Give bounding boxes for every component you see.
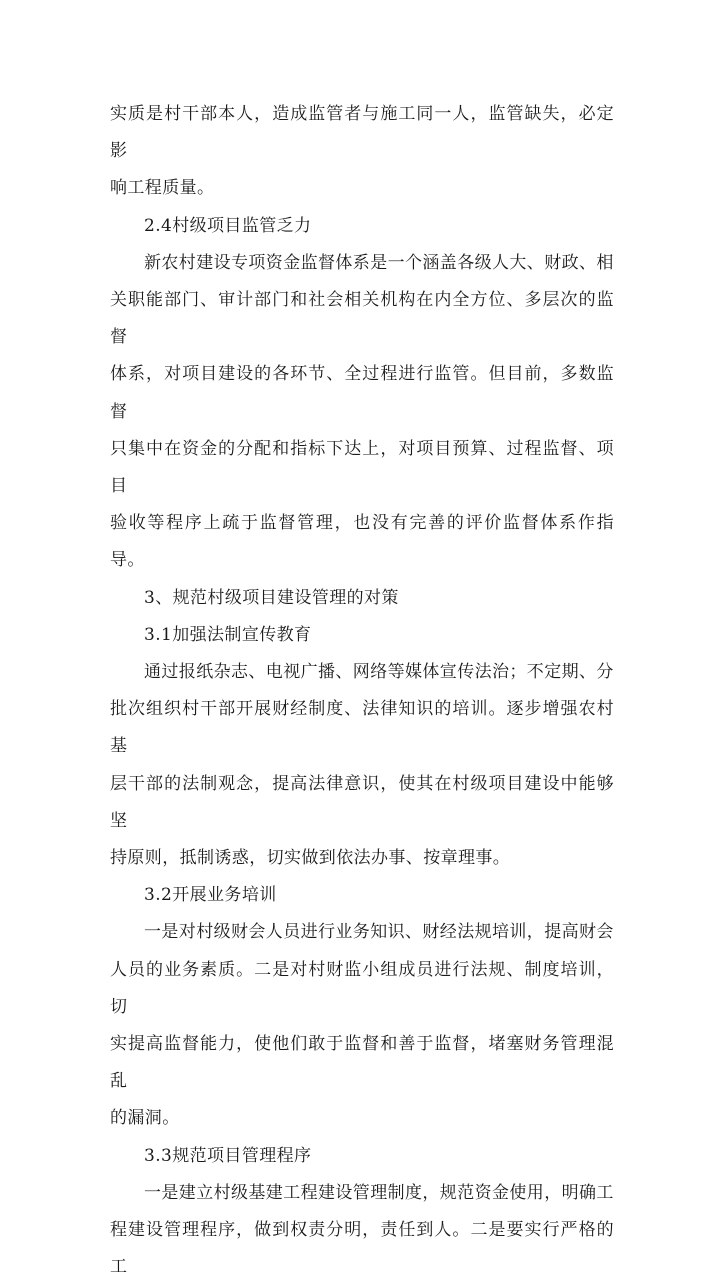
text-line: 新农村建设专项资金监督体系是一个涵盖各级人大、财政、相 bbox=[144, 252, 614, 273]
text-line: 通过报纸杂志、电视广播、网络等媒体宣传法治；不定期、分 bbox=[144, 662, 614, 683]
section-2-4-paragraph bbox=[110, 245, 614, 580]
text-line: 响工程质量。 bbox=[110, 178, 215, 199]
section-heading-3-3: 3.3规范项目管理程序 bbox=[144, 1145, 312, 1166]
document-body bbox=[110, 96, 614, 1287]
text-line: 的漏洞。 bbox=[110, 1108, 180, 1129]
text-line: 关职能部门、审计部门和社会相关机构在内全方位、多层次的监督 bbox=[110, 290, 614, 348]
text-line: 人员的业务素质。二是对村财监小组成员进行法规、制度培训，切 bbox=[110, 959, 614, 1017]
section-3-3-paragraph bbox=[110, 1175, 614, 1287]
section-heading-3-2: 3.2开展业务培训 bbox=[144, 885, 277, 906]
text-line: 只集中在资金的分配和指标下达上，对项目预算、过程监督、项目 bbox=[110, 438, 614, 497]
section-heading-2-4: 2.4村级项目监管乏力 bbox=[144, 215, 312, 236]
text-line: 批次组织村干部开展财经制度、法律知识的培训。逐步增强农村基 bbox=[110, 699, 614, 757]
text-line: 一是对村级财会人员进行业务知识、财经法规培训，提高财会 bbox=[144, 922, 614, 943]
text-line: 持原则，抵制诱惑，切实做到依法办事、按章理事。 bbox=[110, 848, 511, 869]
text-line: 程建设管理程序，做到权责分明，责任到人。二是要实行严格的工 bbox=[110, 1220, 614, 1278]
continuation-paragraph bbox=[110, 96, 614, 208]
text-line: 实提高监督能力，使他们敢于监督和善于监督，堵塞财务管理混乱 bbox=[110, 1034, 614, 1092]
section-heading-3-1: 3.1加强法制宣传教育 bbox=[144, 624, 312, 645]
text-line: 一是建立村级基建工程建设管理制度，规范资金使用，明确工 bbox=[144, 1182, 614, 1203]
text-line: 验收等程序上疏于监督管理，也没有完善的评价监督体系作指导。 bbox=[110, 513, 614, 571]
section-3-2-paragraph bbox=[110, 914, 614, 1137]
text-line: 体系，对项目建设的各环节、全过程进行监管。但目前，多数监督 bbox=[110, 364, 614, 422]
text-line: 层干部的法制观念，提高法律意识，使其在村级项目建设中能够坚 bbox=[110, 773, 614, 831]
section-heading-3: 3、规范村级项目建设管理的对策 bbox=[144, 587, 399, 608]
section-3-1-paragraph bbox=[110, 654, 614, 877]
text-line: 实质是村干部本人，造成监管者与施工同一人，监管缺失，必定影 bbox=[110, 104, 614, 162]
